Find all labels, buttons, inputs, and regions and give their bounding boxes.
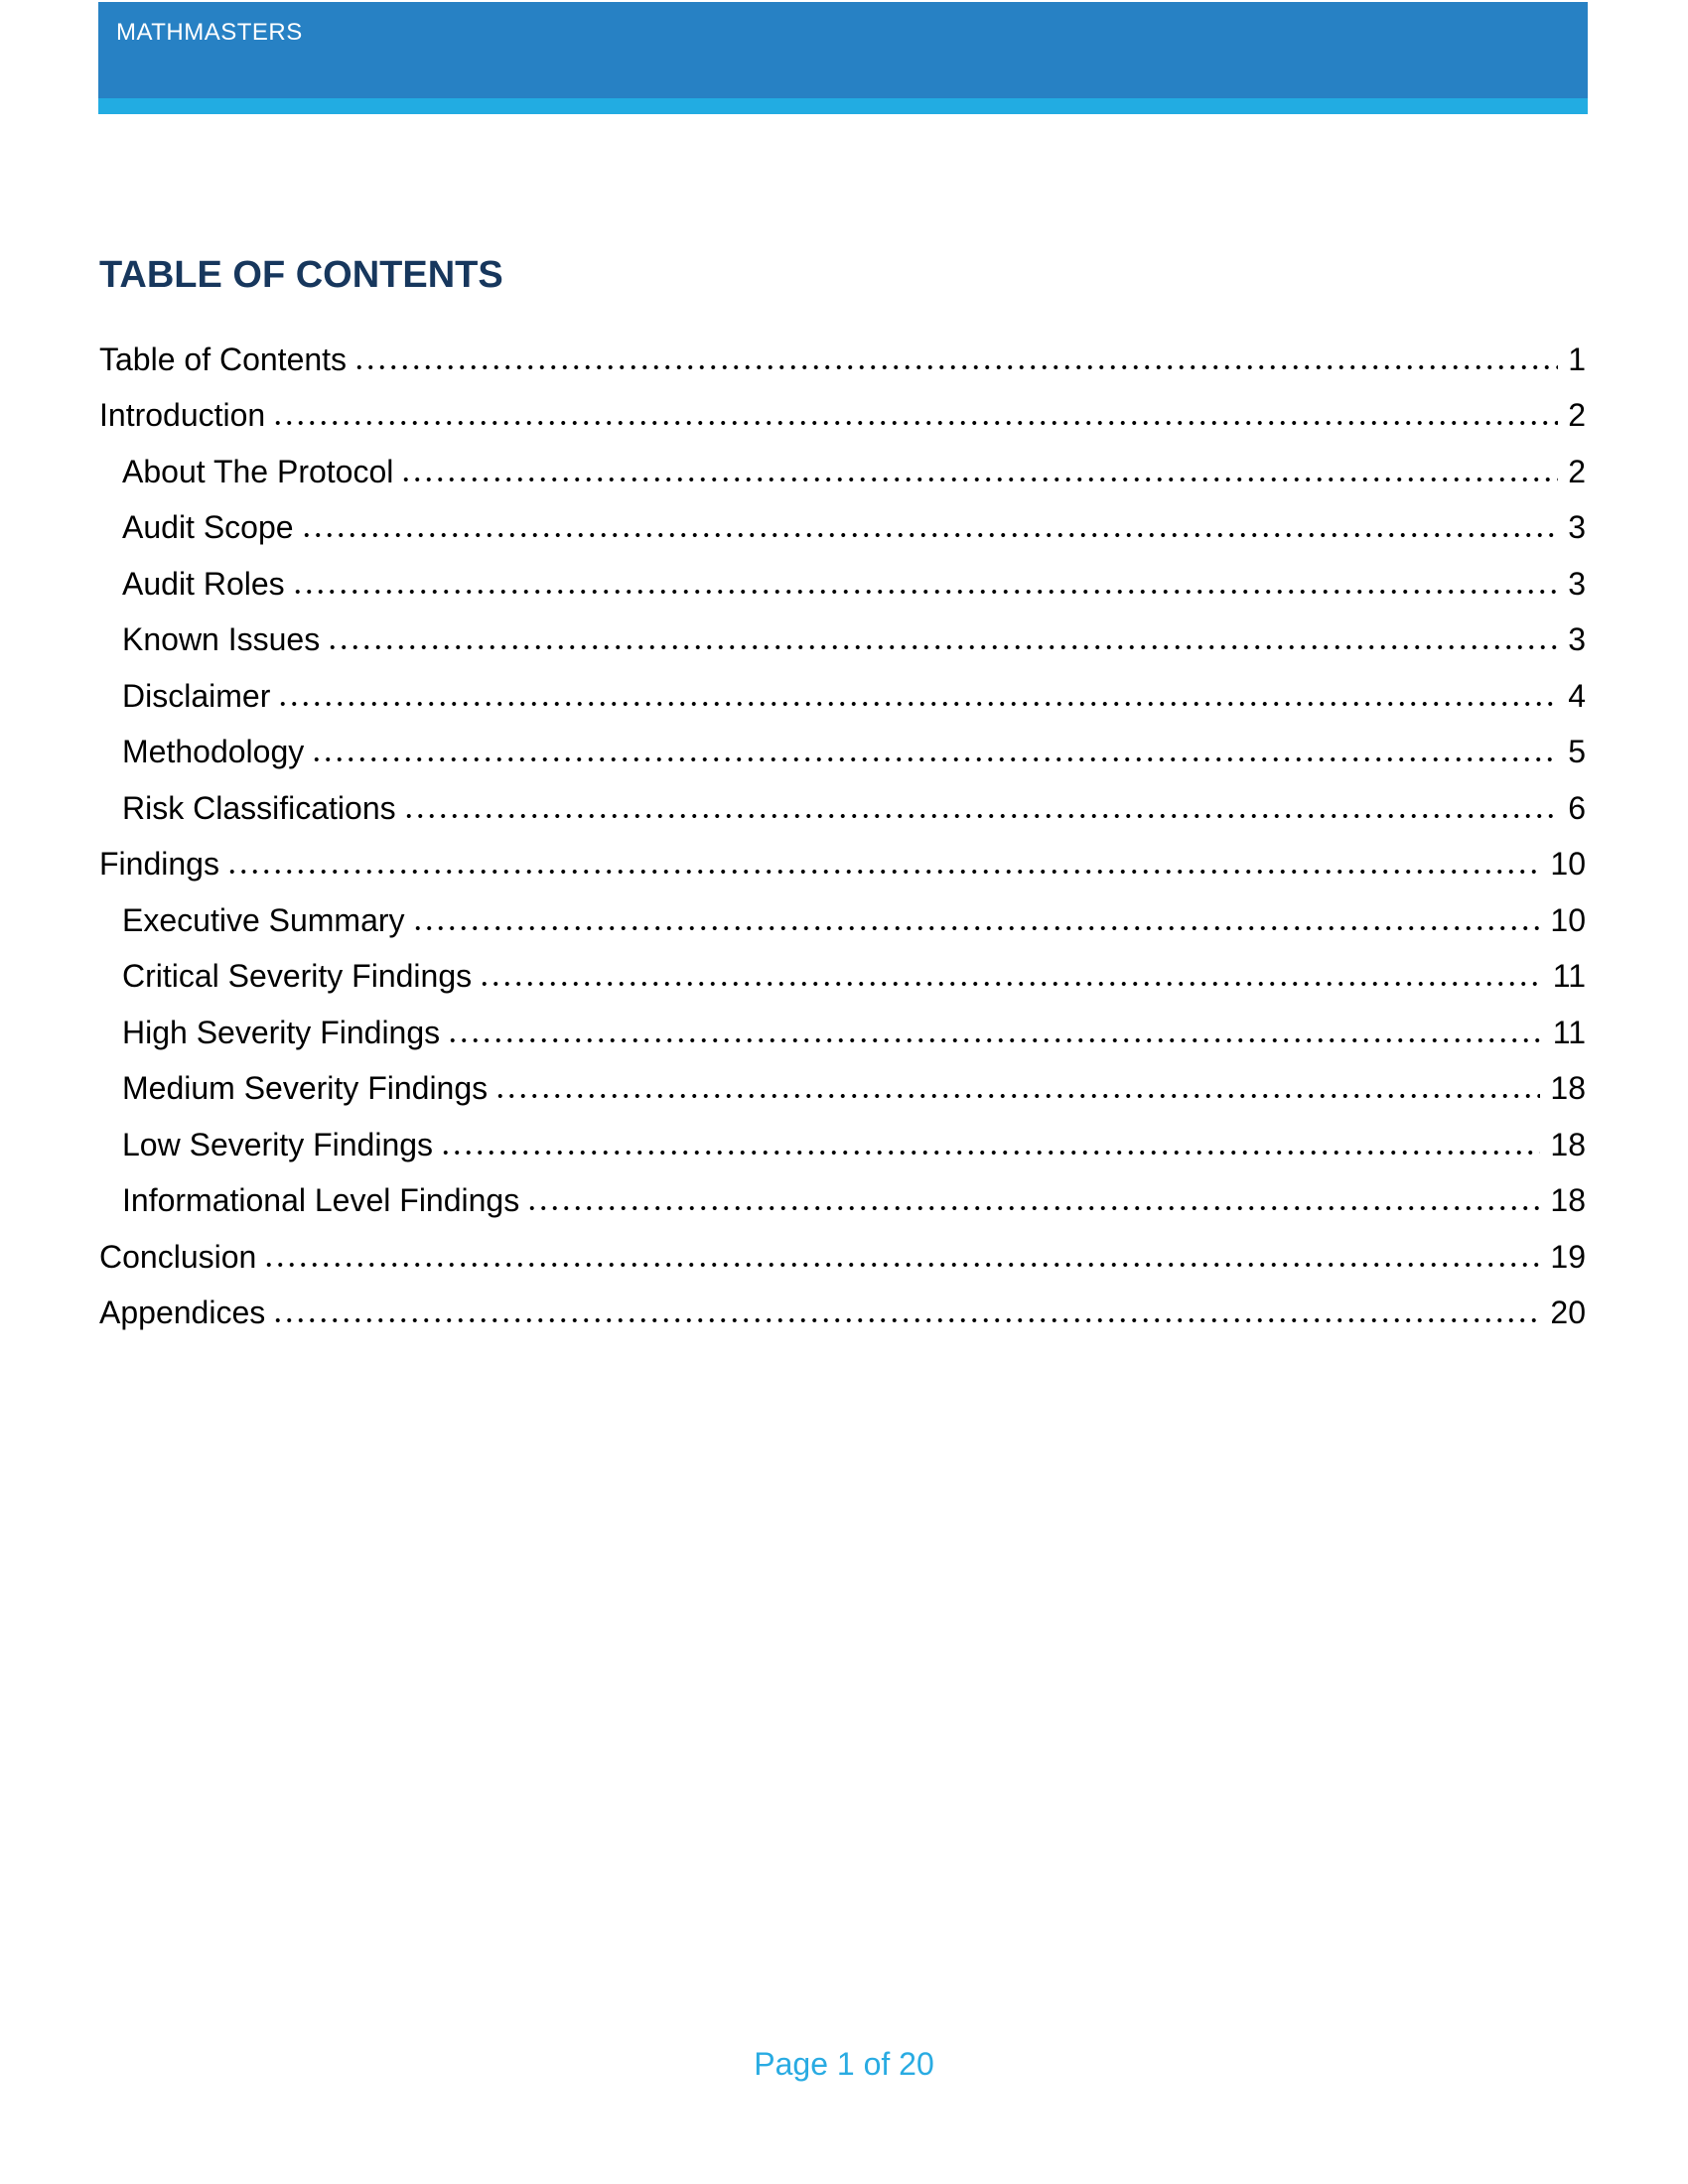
toc-entry-page: 18 bbox=[1550, 1070, 1586, 1106]
toc-entry-label: Risk Classifications bbox=[122, 789, 396, 826]
toc-entry-label: Critical Severity Findings bbox=[122, 958, 473, 994]
toc-entry-label: Findings bbox=[99, 846, 219, 882]
toc-leader-dots bbox=[400, 473, 1558, 486]
toc-entry-label: About The Protocol bbox=[122, 453, 394, 489]
toc-entry-page: 6 bbox=[1568, 789, 1586, 826]
toc-leader-dots bbox=[311, 752, 1558, 766]
toc-leader-dots bbox=[277, 697, 1558, 711]
toc-leader-dots bbox=[327, 640, 1558, 654]
toc-entry-label: Known Issues bbox=[122, 621, 321, 657]
toc-leader-dots bbox=[272, 416, 1558, 430]
brand-logo-text: MATHMASTERS bbox=[116, 19, 303, 46]
toc-entry[interactable] bbox=[99, 715, 1586, 771]
toc-entry[interactable] bbox=[99, 1276, 1586, 1332]
toc-entry-label: Executive Summary bbox=[122, 901, 405, 938]
toc-leader-dots bbox=[353, 360, 1558, 374]
toc-entry[interactable] bbox=[99, 546, 1586, 603]
toc-leader-dots bbox=[403, 809, 1559, 823]
header-accent-strip bbox=[98, 98, 1588, 114]
toc-entry[interactable] bbox=[99, 770, 1586, 827]
toc-list bbox=[99, 322, 1586, 1331]
page-footer bbox=[0, 2045, 1688, 2083]
toc-entry-page: 18 bbox=[1550, 1182, 1586, 1218]
toc-entry-page: 3 bbox=[1568, 565, 1586, 602]
toc-entry[interactable] bbox=[99, 939, 1586, 996]
toc-entry[interactable] bbox=[99, 378, 1586, 435]
toc-entry-page: 10 bbox=[1550, 846, 1586, 882]
toc-entry[interactable] bbox=[99, 490, 1586, 547]
toc-entry-label: Low Severity Findings bbox=[122, 1126, 434, 1162]
toc-entry-label: Appendices bbox=[99, 1295, 266, 1330]
toc-entry[interactable] bbox=[99, 322, 1586, 378]
toc-entry-label: Introduction bbox=[99, 397, 266, 433]
toc-entry-label: Table of Contents bbox=[99, 341, 348, 377]
toc-leader-dots bbox=[412, 921, 1541, 935]
toc-entry[interactable] bbox=[99, 827, 1586, 884]
toc-entry-label: Medium Severity Findings bbox=[122, 1070, 489, 1106]
page-number-text: Page 1 of 20 bbox=[754, 2046, 934, 2082]
toc-entry-page: 4 bbox=[1568, 677, 1586, 714]
toc-entry[interactable] bbox=[99, 883, 1586, 939]
toc-entry-page: 20 bbox=[1550, 1295, 1586, 1330]
toc-entry[interactable] bbox=[99, 995, 1586, 1051]
toc-entry-page: 2 bbox=[1568, 453, 1586, 489]
toc-leader-dots bbox=[292, 585, 1559, 599]
toc-leader-dots bbox=[479, 977, 1543, 991]
toc-entry-page: 19 bbox=[1550, 1238, 1586, 1275]
toc-entry-label: Disclaimer bbox=[122, 677, 271, 714]
toc-entry-label: Informational Level Findings bbox=[122, 1182, 520, 1218]
toc-entry-page: 2 bbox=[1568, 397, 1586, 433]
toc-leader-dots bbox=[447, 1033, 1543, 1047]
toc-entry-page: 3 bbox=[1568, 621, 1586, 657]
toc-leader-dots bbox=[301, 528, 1559, 542]
toc-leader-dots bbox=[272, 1313, 1540, 1327]
toc-entry[interactable] bbox=[99, 1163, 1586, 1220]
toc-entry[interactable] bbox=[99, 658, 1586, 715]
toc-entry-label: Conclusion bbox=[99, 1238, 257, 1275]
toc-leader-dots bbox=[440, 1146, 1540, 1160]
toc-entry-label: Audit Scope bbox=[122, 509, 294, 545]
toc-entry[interactable] bbox=[99, 1219, 1586, 1276]
toc-entry-page: 1 bbox=[1568, 341, 1586, 377]
toc-entry-page: 11 bbox=[1552, 1014, 1586, 1050]
toc-entry-label: Methodology bbox=[122, 734, 305, 769]
toc-entry-label: Audit Roles bbox=[122, 565, 285, 602]
header-banner bbox=[98, 2, 1588, 98]
toc-entry-page: 18 bbox=[1550, 1126, 1586, 1162]
toc-leader-dots bbox=[526, 1201, 1540, 1215]
toc-entry[interactable] bbox=[99, 434, 1586, 490]
toc-entry-page: 10 bbox=[1550, 901, 1586, 938]
toc-entry-page: 5 bbox=[1568, 734, 1586, 769]
toc-entry-label: High Severity Findings bbox=[122, 1014, 441, 1050]
toc-leader-dots bbox=[226, 865, 1540, 879]
page-title: TABLE OF CONTENTS bbox=[99, 254, 503, 296]
toc-leader-dots bbox=[494, 1089, 1540, 1103]
toc-entry[interactable] bbox=[99, 1107, 1586, 1163]
toc-entry-page: 11 bbox=[1552, 958, 1586, 994]
toc-entry[interactable] bbox=[99, 1051, 1586, 1108]
toc-entry-page: 3 bbox=[1568, 509, 1586, 545]
toc-leader-dots bbox=[263, 1258, 1540, 1272]
toc-entry[interactable] bbox=[99, 603, 1586, 659]
